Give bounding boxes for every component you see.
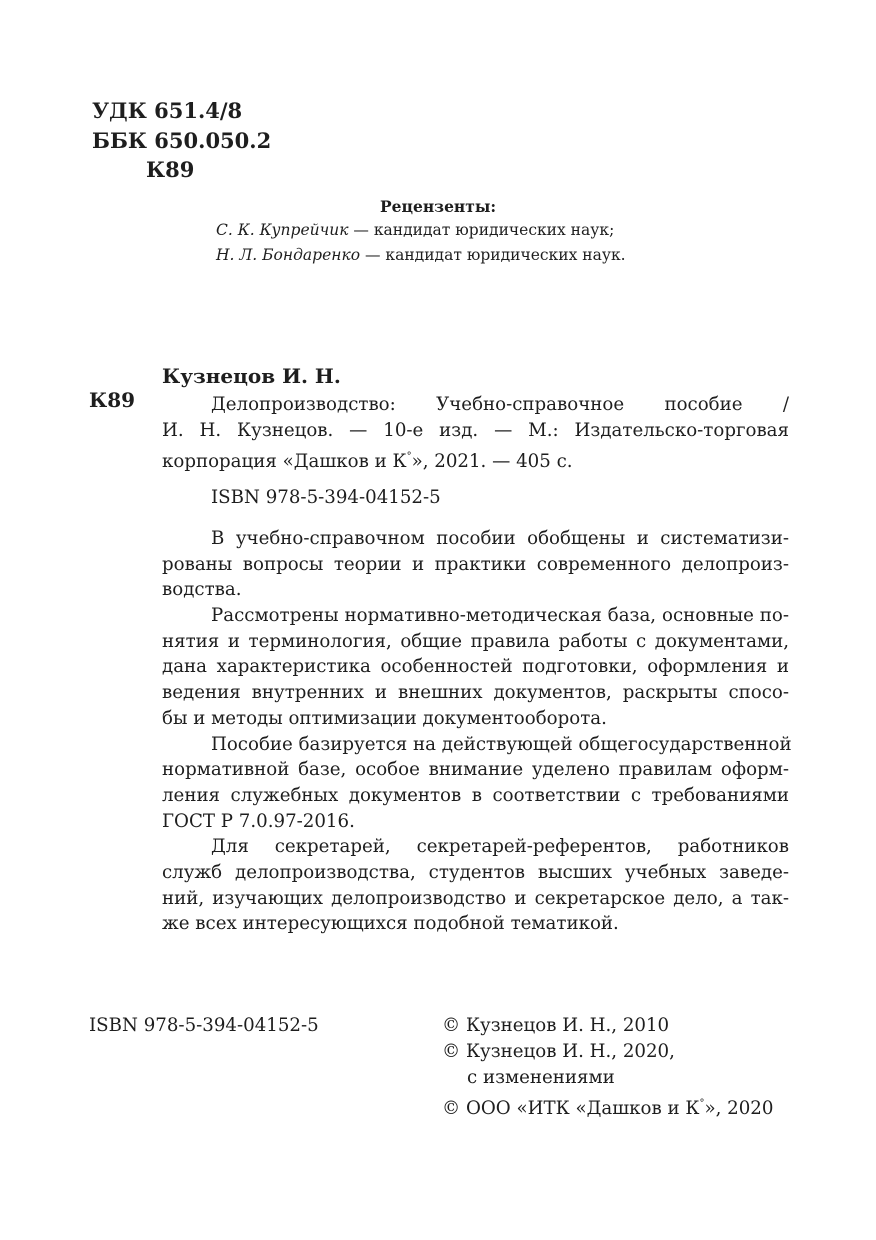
ann-p2-l4: ведения внутренних и внешних документов, раскрыты спосо- bbox=[162, 682, 789, 704]
copyright-2: © Кузнецов И. Н., 2020, bbox=[442, 1041, 675, 1062]
ann-p2-l1: Рассмотрены нормативно-методическая база, основные по- bbox=[211, 605, 789, 627]
record-line-3 bbox=[162, 444, 789, 470]
ann-p2-l2: нятия и терминология, общие правила работы с документами, bbox=[162, 630, 789, 652]
copyright-degree: ° bbox=[699, 1098, 705, 1109]
record-description bbox=[162, 392, 789, 472]
udk-code: УДК 651.4/8 bbox=[92, 98, 243, 123]
copyright-1: © Кузнецов И. Н., 2010 bbox=[442, 1015, 670, 1036]
ann-p3-l3: ления служебных документов в соответствии с требованиями bbox=[162, 784, 789, 806]
record-isbn: ISBN 978-5-394-04152-5 bbox=[211, 487, 441, 508]
record-line-3c: », 2021. — 405 с. bbox=[411, 450, 573, 472]
reviewers-heading: Рецензенты: bbox=[380, 197, 497, 216]
bbk-code: ББК 650.050.2 bbox=[92, 128, 272, 153]
ann-p3-l2: нормативной базе, особое внимание уделено правилам оформ- bbox=[162, 759, 789, 781]
record-degree: ° bbox=[406, 450, 412, 462]
record-line-3a: корпорация «Дашков и К bbox=[162, 450, 407, 472]
ann-p4-l1: Для секретарей, секретарей-референтов, работников bbox=[211, 836, 789, 858]
reviewer-2 bbox=[216, 243, 626, 268]
record-code: К89 bbox=[89, 388, 136, 412]
ann-p3-l4: ГОСТ Р 7.0.97-2016. bbox=[162, 810, 355, 832]
reviewer-1-role: — кандидат юридических наук; bbox=[348, 221, 615, 239]
reviewer-1-name: С. К. Купрейчик bbox=[216, 221, 349, 239]
ann-p1-l1: В учебно-справочном пособии обобщены и систематизи- bbox=[211, 528, 789, 549]
copyright-3 bbox=[442, 1091, 773, 1122]
ann-p4-l3: ний, изучающих делопроизводство и секретарское дело, а так- bbox=[162, 887, 789, 909]
copyright-3c: », 2020 bbox=[704, 1098, 774, 1119]
record-line-2: И. Н. Кузнецов. — 10-е изд. — М.: Издательско-торговая bbox=[162, 419, 789, 441]
author-sign: К89 bbox=[146, 157, 195, 182]
record-line-1: Делопроизводство: Учебно-справочное пособие / bbox=[211, 394, 789, 415]
ann-p3-l1: Пособие базируется на действующей общегосударственной bbox=[211, 733, 792, 755]
ann-p1-l3: водства. bbox=[162, 579, 242, 601]
record-author: Кузнецов И. Н. bbox=[162, 364, 341, 388]
reviewer-2-name: Н. Л. Бондаренко bbox=[216, 246, 361, 264]
ann-p2-l3: дана характеристика особенностей подготовки, оформления и bbox=[162, 656, 789, 678]
ann-p1-l2: рованы вопросы теории и практики современного делопроиз- bbox=[162, 553, 789, 575]
ann-p2-l5: бы и методы оптимизации документооборота. bbox=[162, 707, 607, 729]
annotation bbox=[162, 526, 792, 937]
footer-isbn: ISBN 978-5-394-04152-5 bbox=[89, 1015, 319, 1036]
reviewer-1 bbox=[216, 218, 614, 243]
reviewer-2-role: — кандидат юридических наук. bbox=[360, 246, 626, 264]
ann-p4-l2: служб делопроизводства, студентов высших учебных заведе- bbox=[162, 861, 789, 883]
ann-p4-l4: же всех интересующихся подобной тематикой. bbox=[162, 913, 619, 935]
copyright-2-note: с изменениями bbox=[467, 1067, 615, 1088]
copyright-3a: © ООО «ИТК «Дашков и К bbox=[442, 1098, 700, 1119]
